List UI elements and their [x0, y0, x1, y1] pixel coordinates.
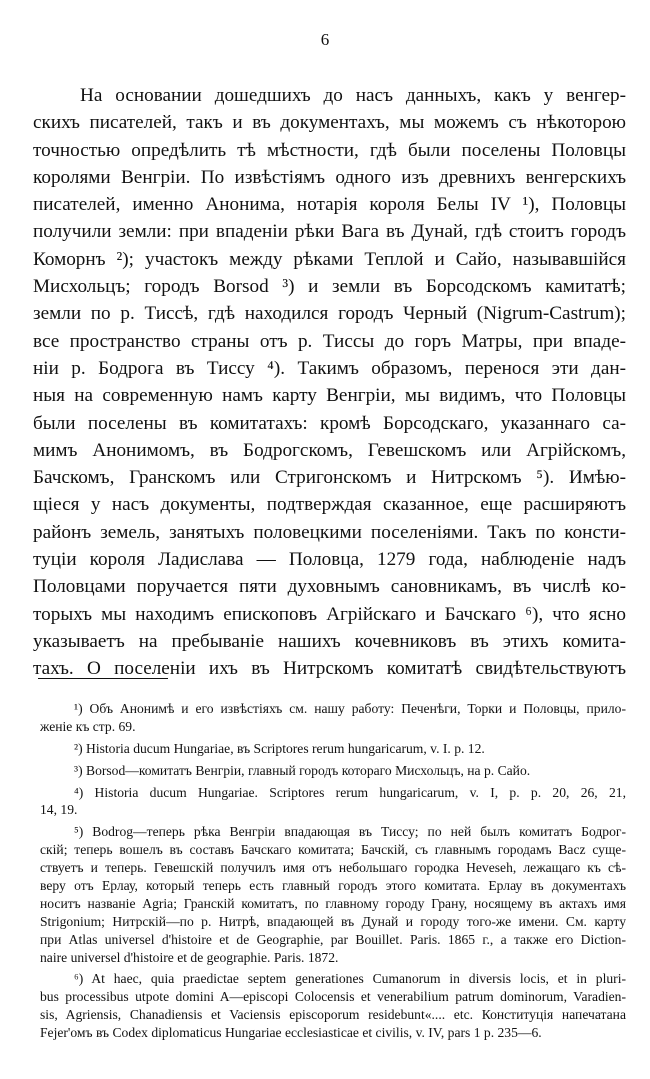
body-line: ніи р. Бодрога въ Тиссу ⁴). Такимъ образомъ, перенося эти дан- [33, 357, 626, 379]
body-line: Коморнъ ²); участокъ между рѣками Теплой и Сайо, называвшійся [33, 248, 626, 270]
body-line: скихъ писателей, такъ и въ документахъ, мы можемъ съ нѣкоторою [33, 112, 626, 134]
footnote-line: bus processibus utpote domini A—episcopi Colocensis et venerabilium patrum dominorum, Varadien- [40, 989, 626, 1005]
page-number: 6 [320, 30, 330, 49]
body-line: были поселены въ комитатахъ: кромѣ Борсодскаго, указаннаго са- [33, 412, 626, 434]
footnote-line: Fejer'омъ въ Codex diplomaticus Hungariae ecclesiasticae et civilis, v. IV, pars 1 p. 235—6. [40, 1025, 542, 1041]
body-line: все пространство страны отъ р. Тиссы до горъ Матры, при впаде- [33, 330, 626, 352]
body-line: точностью опредѣлить тѣ мѣстности, гдѣ были поселены Половцы [33, 139, 626, 161]
footnote-line: ⁵) Bodrog—теперь рѣка Венгріи впадающая въ Тиссу; по ней былъ комитатъ Бодрог- [74, 824, 626, 840]
body-line: Мисхольцъ; городъ Borsod ³) и земли въ Борсодскомъ камитатѣ; [33, 276, 626, 298]
footnote-6 [40, 970, 626, 1042]
body-line: тахъ. О поселеніи ихъ въ Нитрскомъ комитатѣ свидѣтельствуютъ [33, 658, 626, 680]
footnote-line: ⁴) Historia ducum Hungariae. Scriptores rerum hungaricarum, v. I, p. p. 20, 26, 21, [74, 784, 626, 800]
body-line: туціи короля Ладислава — Половца, 1279 года, наблюденіе надъ [33, 549, 626, 571]
footnotes [40, 700, 626, 1042]
footnote-line: naire universel d'histoire et de geographie. Paris. 1872. [40, 949, 339, 965]
body-line: королями Венгріи. По извѣстіямъ одного изъ древнихъ венгерскихъ [33, 166, 626, 188]
body-line: получили земли: при впаденіи рѣки Вага въ Дунай, гдѣ стоитъ городъ [33, 221, 626, 243]
footnote-line: носитъ названіе Agria; Гранскій комитатъ, по главному городу Грану, носящему въ актахъ имя [40, 895, 626, 911]
body-line: щіеся у насъ документы, подтверждая сказанное, еще расширяютъ [33, 494, 626, 516]
footnote-line: веру отъ Ерлау, который теперь есть главный городъ этого комитата. Ерлау въ документахъ [40, 878, 626, 894]
footnote-line: sis, Agriensis, Chanadiensis et Vaciensis episcoporum residebunt«.... etc. Конституція напечатана [40, 1007, 626, 1023]
body-line: ныя на современную намъ карту Венгріи, мы видимъ, что Половцы [33, 385, 626, 407]
body-line: Половцами поручается пяти духовнымъ сановникамъ, въ числѣ ко- [33, 576, 626, 598]
footnote-line: скій; теперь вошелъ въ составъ Бачскаго комитата; Бачскій, съ главнымъ городамъ Васz суще- [40, 842, 626, 858]
body-line: Бачскомъ, Гранскомъ или Стригонскомъ и Нитрскомъ ⁵). Имѣю- [33, 467, 626, 489]
body-line: торыхъ мы находимъ епископовъ Агрійскаго и Бачскаго ⁶), что ясно [33, 603, 626, 625]
footnote-line: ²) Historia ducum Hungariae, въ Scriptores rerum hungaricarum, v. I. p. 12. [74, 740, 485, 756]
footnote-3 [40, 762, 626, 780]
footnote-line: Strigonium; Нитрскій—по р. Нитрѣ, впадающей въ Дунай и городу того-же имени. См. карту [40, 913, 626, 929]
footnote-5 [40, 823, 626, 966]
main-text [33, 82, 626, 683]
footnote-line: при Atlas universel d'histoire et de Geographie, par Bouillet. Paris. 1865 г., а также его Diction- [40, 931, 626, 947]
footnote-line: ¹) Объ Анонимѣ и его извѣстіяхъ см. нашу работу: Печенѣги, Торки и Половцы, прило- [74, 701, 626, 716]
footnote-line: ⁶) At haec, quia praedictae septem generationes Cumanorum in diversis locis, et in pluri- [74, 971, 626, 987]
footnote-line: ³) Borsod—комитатъ Венгріи, главный городъ котораго Мисхольцъ, на р. Сайо. [74, 762, 531, 778]
body-line: указываетъ на пребываніе нашихъ кочевниковъ въ этихъ комита- [33, 630, 626, 652]
body-line: писателей, именно Анонима, нотарія короля Белы IV ¹), Половцы [33, 194, 626, 216]
body-line: районъ земель, занятыхъ половецкими поселеніями. Такъ по консти- [33, 521, 626, 543]
footnote-separator [38, 678, 168, 679]
body-line: мимъ Анонимомъ, въ Бодрогскомъ, Гевешскомъ или Агрійскомъ, [33, 439, 626, 461]
body-line: земли по р. Тиссѣ, гдѣ находился городъ Черный (Nigrum-Castrum); [33, 303, 626, 325]
footnote-2 [40, 740, 626, 758]
footnote-4 [40, 784, 626, 820]
footnote-line: 14, 19. [40, 802, 78, 818]
footnote-1 [40, 700, 626, 736]
footnote-line: ствуетъ и теперь. Гевешскій получилъ имя отъ небольшаго городка Heveseh, лежащаго къ сѣ- [40, 860, 626, 876]
body-line: На основании дошедшихъ до насъ данныхъ, какъ у венгер- [80, 85, 626, 106]
footnote-line: женіе къ стр. 69. [40, 718, 136, 734]
